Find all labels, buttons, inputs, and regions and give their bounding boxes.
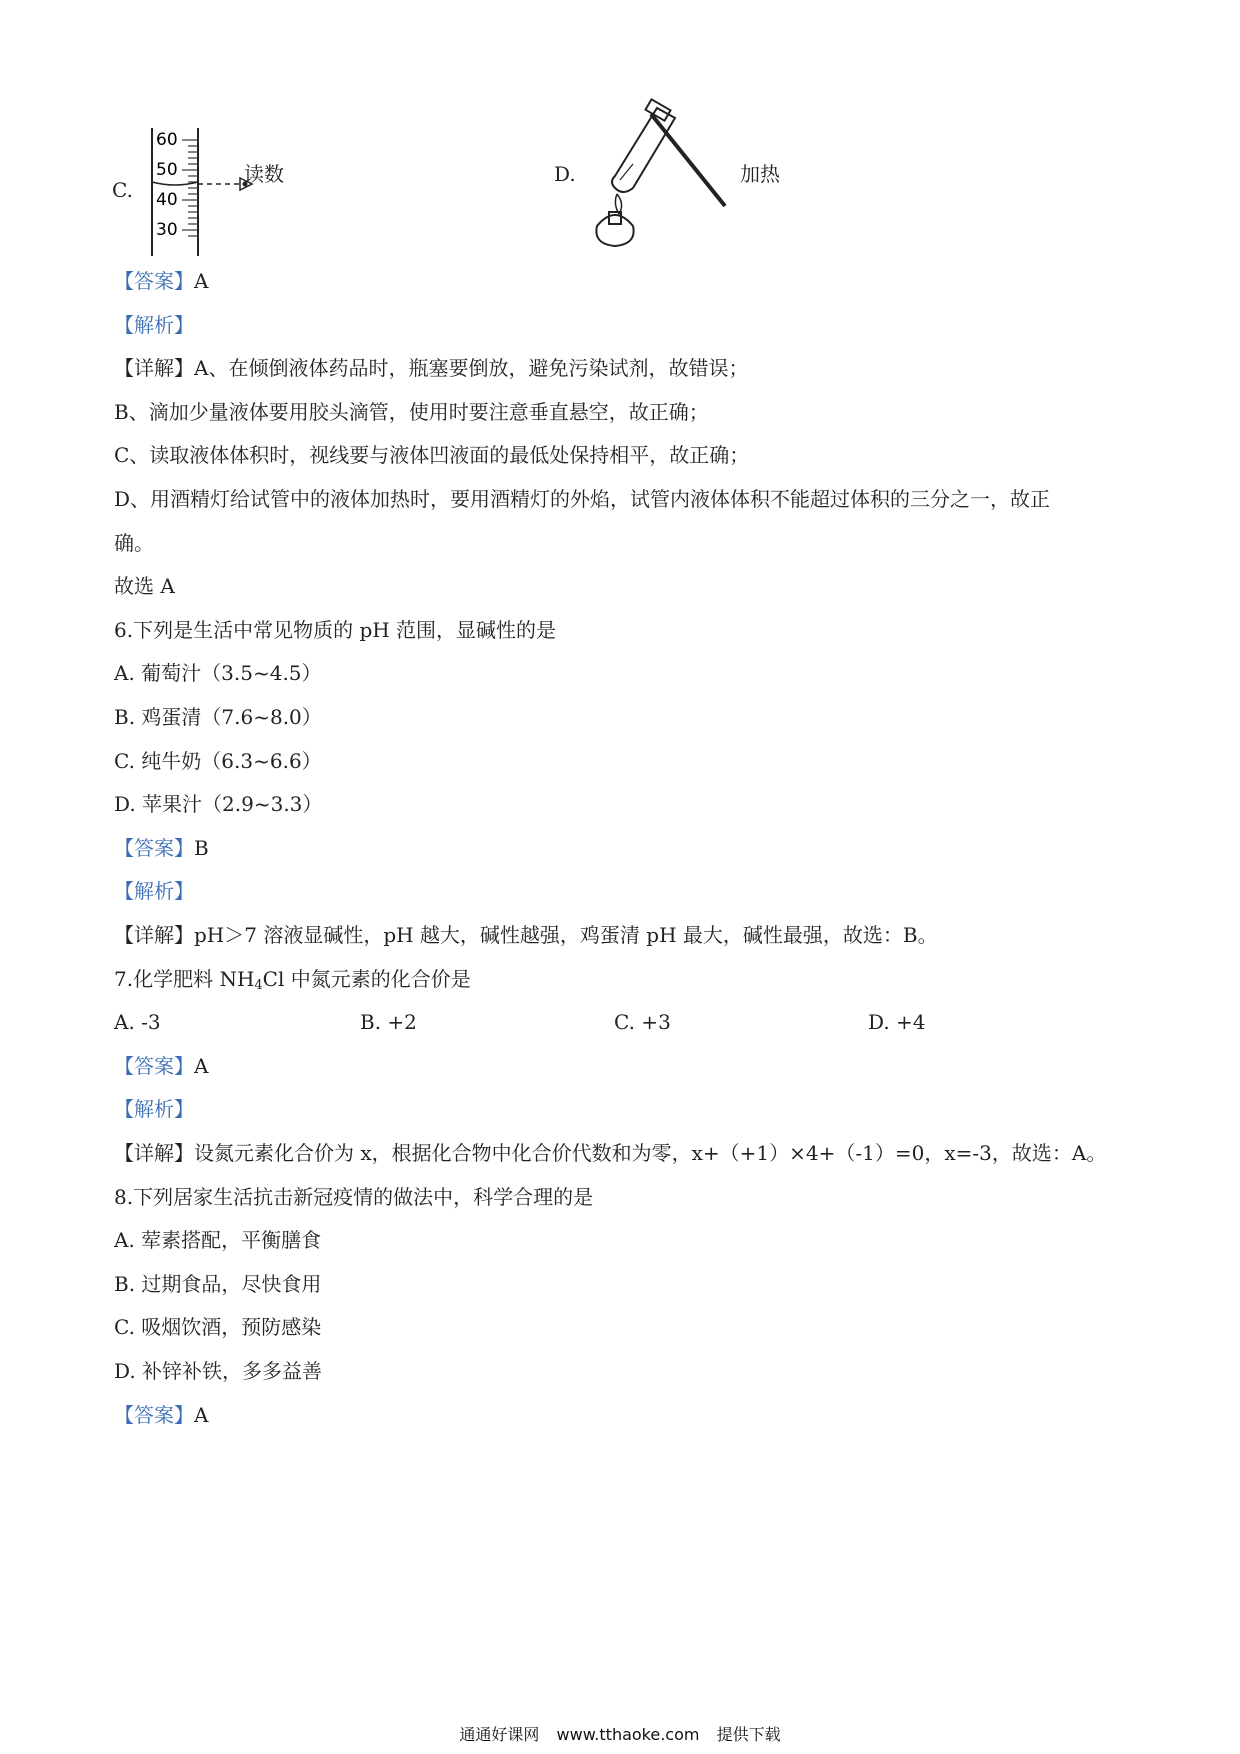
q6-option-c: C. 纯牛奶（6.3~6.6） xyxy=(114,749,322,773)
page-footer xyxy=(0,1722,1240,1745)
q5-analysis-tag: 【解析】 xyxy=(114,313,194,337)
answer-tag: 【答案】 xyxy=(114,269,194,293)
q6-analysis-tag: 【解析】 xyxy=(114,879,194,903)
q5-conclusion: 故选 A xyxy=(114,574,175,598)
q5-detail-line: 确。 xyxy=(114,531,154,555)
q5-detail-line: C、读取液体体积时，视线要与液体凹液面的最低处保持相平，故正确； xyxy=(114,443,750,467)
q5-detail-line: 【详解】A、在倾倒液体药品时，瓶塞要倒放，避免污染试剂，故错误； xyxy=(114,356,749,380)
tick-label-30: 30 xyxy=(156,220,178,240)
test-tube-holder xyxy=(651,114,725,206)
q8-option-c: C. 吸烟饮酒，预防感染 xyxy=(114,1315,322,1339)
q7-option-d: D. +4 xyxy=(868,1010,926,1034)
heating-apparatus-figure xyxy=(575,96,745,248)
q7-option-b: B. +2 xyxy=(360,1010,417,1034)
q7-detail: 【详解】设氮元素化合价为 x，根据化合物中化合价代数和为零，x+（+1）×4+（-1）=0，x=-3，故选：A。 xyxy=(114,1141,1107,1165)
tick-label-40: 40 xyxy=(156,190,178,210)
q6-answer: 【答案】B xyxy=(114,836,209,860)
q5-detail-line: D、用酒精灯给试管中的液体加热时，要用酒精灯的外焰，试管内液体体积不能超过体积的三分之一，故正 xyxy=(114,487,1051,511)
q6-option-d: D. 苹果汁（2.9~3.3） xyxy=(114,792,323,816)
graduated-cylinder-figure xyxy=(140,118,340,258)
q5-detail-line: B、滴加少量液体要用胶头滴管，使用时要注意垂直悬空，故正确； xyxy=(114,400,709,424)
q6-option-b: B. 鸡蛋清（7.6~8.0） xyxy=(114,705,322,729)
q7-option-a: A. -3 xyxy=(114,1010,161,1034)
tick-label-50: 50 xyxy=(156,160,178,180)
option-d-caption: 加热 xyxy=(740,162,780,186)
answer-tag: 【答案】 xyxy=(114,1054,194,1078)
q8-question: 8.下列居家生活抗击新冠疫情的做法中，科学合理的是 xyxy=(114,1185,594,1209)
q7-option-c: C. +3 xyxy=(614,1010,671,1034)
footer-url-link[interactable]: www.tthaoke.com xyxy=(556,1725,700,1744)
q8-option-a: A. 荤素搭配，平衡膳食 xyxy=(114,1228,322,1252)
q8-option-b: B. 过期食品，尽快食用 xyxy=(114,1272,322,1296)
option-d-label: D. xyxy=(554,162,576,186)
q5-answer: 【答案】A xyxy=(114,269,209,293)
footer-site-name: 通通好课网 xyxy=(459,1725,540,1744)
q8-option-d: D. 补锌补铁，多多益善 xyxy=(114,1359,323,1383)
alcohol-lamp xyxy=(596,215,633,246)
q7-answer: 【答案】A xyxy=(114,1054,209,1078)
tick-label-60: 60 xyxy=(156,130,178,150)
q8-answer: 【答案】A xyxy=(114,1403,209,1427)
option-c-caption: 读数 xyxy=(244,162,284,186)
q6-option-a: A. 葡萄汁（3.5~4.5） xyxy=(114,661,322,685)
answer-tag: 【答案】 xyxy=(114,836,194,860)
q6-detail: 【详解】pH＞7 溶液显碱性，pH 越大，碱性越强，鸡蛋清 pH 最大，碱性最强，故选：B。 xyxy=(114,923,938,947)
answer-tag: 【答案】 xyxy=(114,1403,194,1427)
option-c-label: C. xyxy=(112,178,133,202)
q7-question: 7.化学肥料 $NH_4Cl$ 中氮元素的化合价是 xyxy=(114,967,471,993)
footer-action: 提供下载 xyxy=(716,1725,781,1744)
q7-analysis-tag: 【解析】 xyxy=(114,1097,194,1121)
q6-question: 6.下列是生活中常见物质的 pH 范围，显碱性的是 xyxy=(114,618,557,642)
